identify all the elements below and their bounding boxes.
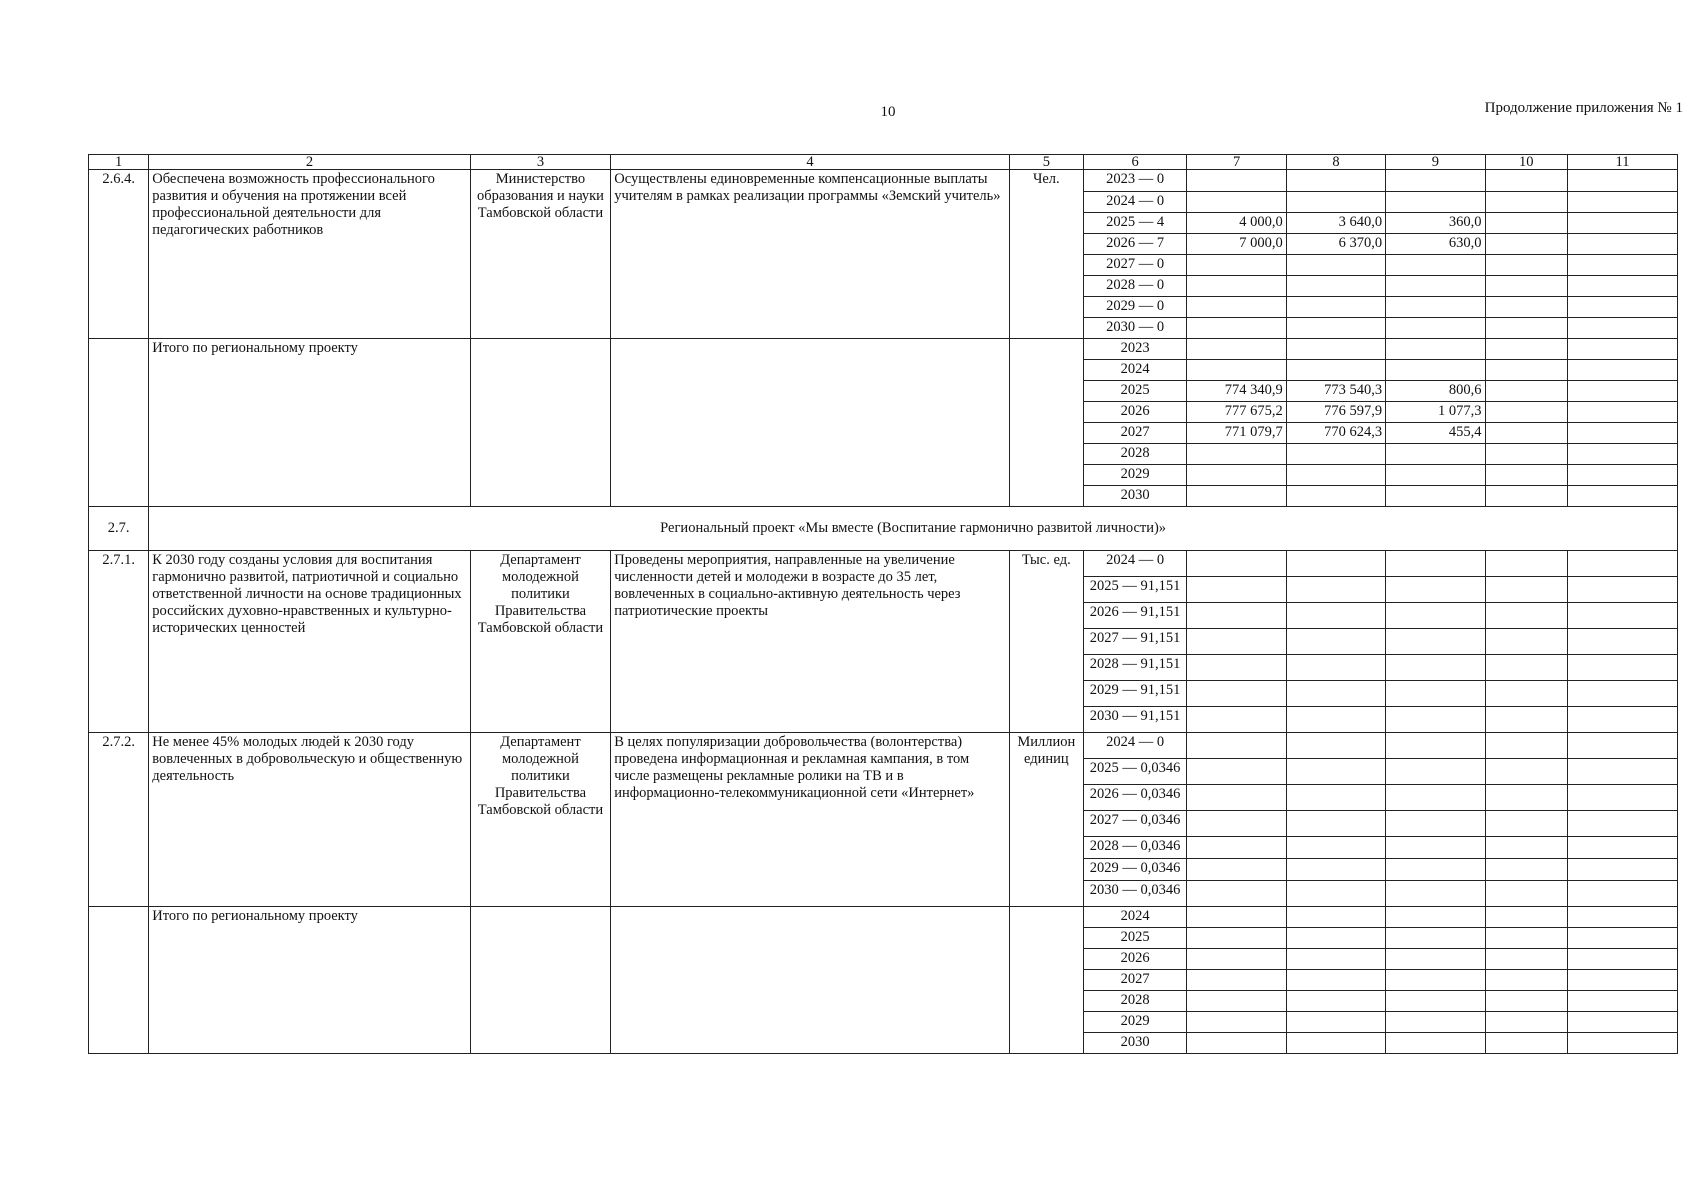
empty-cell	[1386, 759, 1485, 785]
empty-cell	[1567, 255, 1677, 276]
empty-cell	[1567, 170, 1677, 192]
year-value: 2024	[1083, 907, 1187, 928]
empty-cell	[1286, 759, 1385, 785]
empty-cell	[1286, 551, 1385, 577]
total-label: Итого по региональному проекту	[149, 339, 470, 507]
year-value: 2027	[1083, 970, 1187, 991]
empty-cell	[1386, 707, 1485, 733]
year-value: 2026 — 91,151	[1083, 603, 1187, 629]
empty-cell	[1009, 907, 1083, 1054]
empty-cell	[1187, 907, 1286, 928]
year-value: 2027 — 0,0346	[1083, 811, 1187, 837]
empty-cell	[1485, 444, 1567, 465]
empty-cell	[1286, 733, 1385, 759]
amount-col7: 7 000,0	[1187, 234, 1286, 255]
year-value: 2026 — 0,0346	[1083, 785, 1187, 811]
amount-col7: 4 000,0	[1187, 213, 1286, 234]
empty-cell	[1485, 213, 1567, 234]
empty-cell	[1187, 629, 1286, 655]
amount-col8	[1286, 297, 1385, 318]
appendix-continuation-note: Продолжение приложения № 1	[1484, 100, 1683, 116]
empty-cell	[1567, 907, 1677, 928]
year-value: 2024 — 0	[1083, 192, 1187, 213]
amount-col9	[1386, 276, 1485, 297]
empty-cell	[1567, 681, 1677, 707]
measure-name: Не менее 45% молодых людей к 2030 году вовлеченных в добровольческую и общественную деятельность	[149, 733, 470, 907]
year-value: 2030 — 0	[1083, 318, 1187, 339]
empty-cell	[1567, 444, 1677, 465]
amount-col7	[1187, 255, 1286, 276]
section-number: 2.7.	[89, 507, 149, 551]
amount-col7: 771 079,7	[1187, 423, 1286, 444]
empty-cell	[1485, 402, 1567, 423]
column-header: 3	[470, 155, 611, 170]
amount-col9	[1386, 297, 1485, 318]
amount-col7	[1187, 318, 1286, 339]
empty-cell	[1567, 928, 1677, 949]
amount-col9	[1386, 318, 1485, 339]
empty-cell	[1567, 859, 1677, 881]
empty-cell	[1286, 785, 1385, 811]
column-header: 10	[1485, 155, 1567, 170]
empty-cell	[1187, 655, 1286, 681]
empty-cell	[1485, 423, 1567, 444]
year-value: 2024	[1083, 360, 1187, 381]
year-value: 2023 — 0	[1083, 170, 1187, 192]
year-value: 2028 — 0	[1083, 276, 1187, 297]
empty-cell	[1567, 655, 1677, 681]
empty-cell	[1485, 837, 1567, 859]
empty-cell	[1485, 234, 1567, 255]
empty-cell	[1187, 707, 1286, 733]
empty-cell	[1567, 837, 1677, 859]
empty-cell	[1567, 276, 1677, 297]
empty-cell	[1567, 970, 1677, 991]
empty-cell	[1286, 837, 1385, 859]
empty-cell	[1567, 318, 1677, 339]
budget-table	[88, 154, 1678, 1054]
amount-col8	[1286, 318, 1385, 339]
empty-cell	[1286, 928, 1385, 949]
empty-cell	[1187, 837, 1286, 859]
empty-cell	[1567, 234, 1677, 255]
empty-cell	[1187, 551, 1286, 577]
empty-cell	[1187, 991, 1286, 1012]
empty-cell	[1485, 681, 1567, 707]
empty-cell	[1386, 733, 1485, 759]
empty-cell	[1386, 785, 1485, 811]
empty-cell	[89, 339, 149, 507]
empty-cell	[1386, 1012, 1485, 1033]
year-value: 2025	[1083, 381, 1187, 402]
amount-col7	[1187, 339, 1286, 360]
amount-col7	[1187, 297, 1286, 318]
responsible-body: Департамент молодежной политики Правительства Тамбовской области	[470, 551, 611, 733]
year-value: 2024 — 0	[1083, 733, 1187, 759]
empty-cell	[1187, 733, 1286, 759]
amount-col8	[1286, 465, 1385, 486]
empty-cell	[1485, 360, 1567, 381]
empty-cell	[1286, 655, 1385, 681]
empty-cell	[1187, 1012, 1286, 1033]
column-header: 6	[1083, 155, 1187, 170]
empty-cell	[1567, 785, 1677, 811]
empty-cell	[1567, 577, 1677, 603]
empty-cell	[1187, 785, 1286, 811]
amount-col7	[1187, 486, 1286, 507]
amount-col7	[1187, 465, 1286, 486]
year-value: 2025 — 91,151	[1083, 577, 1187, 603]
column-header: 2	[149, 155, 470, 170]
column-header: 4	[611, 155, 1010, 170]
empty-cell	[1187, 949, 1286, 970]
empty-cell	[1485, 255, 1567, 276]
empty-cell	[1386, 970, 1485, 991]
year-value: 2028	[1083, 444, 1187, 465]
empty-cell	[1567, 811, 1677, 837]
empty-cell	[1187, 1033, 1286, 1054]
empty-cell	[1567, 1012, 1677, 1033]
column-header: 1	[89, 155, 149, 170]
empty-cell	[1187, 881, 1286, 907]
amount-col9	[1386, 255, 1485, 276]
empty-cell	[1485, 928, 1567, 949]
empty-cell	[1286, 907, 1385, 928]
year-value: 2028 — 0,0346	[1083, 837, 1187, 859]
amount-col9: 455,4	[1386, 423, 1485, 444]
empty-cell	[1485, 629, 1567, 655]
year-value: 2029	[1083, 1012, 1187, 1033]
empty-cell	[1386, 603, 1485, 629]
amount-col8	[1286, 192, 1385, 213]
empty-cell	[1567, 297, 1677, 318]
amount-col9: 360,0	[1386, 213, 1485, 234]
empty-cell	[1386, 681, 1485, 707]
empty-cell	[1386, 1033, 1485, 1054]
result-description: Проведены мероприятия, направленные на увеличение численности детей и молодежи в возрасте до 35 лет, вовлеченных в социально-активную деятельность через патриотические проекты	[611, 551, 1010, 733]
empty-cell	[1286, 991, 1385, 1012]
amount-col9	[1386, 339, 1485, 360]
result-description: В целях популяризации добровольчества (волонтерства) проведена информационная и рекламная кампания, в том числе размещены рекламные ролики на ТВ и в информационно-телекоммуникационной сети «Интернет»	[611, 733, 1010, 907]
year-value: 2029 — 0	[1083, 297, 1187, 318]
empty-cell	[1187, 859, 1286, 881]
year-value: 2030 — 0,0346	[1083, 881, 1187, 907]
year-value: 2025 — 0,0346	[1083, 759, 1187, 785]
amount-col8	[1286, 170, 1385, 192]
table-row	[89, 551, 1678, 577]
empty-cell	[1485, 603, 1567, 629]
unit-of-measure: Чел.	[1009, 170, 1083, 339]
table-row	[89, 733, 1678, 759]
empty-cell	[1485, 655, 1567, 681]
empty-cell	[1485, 192, 1567, 213]
empty-cell	[1386, 629, 1485, 655]
empty-cell	[1485, 276, 1567, 297]
empty-cell	[1567, 603, 1677, 629]
empty-cell	[1485, 486, 1567, 507]
year-value: 2024 — 0	[1083, 551, 1187, 577]
empty-cell	[1485, 859, 1567, 881]
year-value: 2023	[1083, 339, 1187, 360]
empty-cell	[1485, 1012, 1567, 1033]
empty-cell	[1485, 577, 1567, 603]
amount-col7: 774 340,9	[1187, 381, 1286, 402]
unit-of-measure: Тыс. ед.	[1009, 551, 1083, 733]
empty-cell	[1567, 733, 1677, 759]
empty-cell	[1386, 577, 1485, 603]
amount-col8	[1286, 276, 1385, 297]
year-value: 2026	[1083, 949, 1187, 970]
empty-cell	[1187, 928, 1286, 949]
responsible-body: Министерство образования и науки Тамбовской области	[470, 170, 611, 339]
empty-cell	[1286, 1012, 1385, 1033]
empty-cell	[1187, 577, 1286, 603]
empty-cell	[1567, 759, 1677, 785]
empty-cell	[1386, 881, 1485, 907]
empty-cell	[1386, 949, 1485, 970]
empty-cell	[1567, 339, 1677, 360]
empty-cell	[1187, 811, 1286, 837]
empty-cell	[1286, 707, 1385, 733]
empty-cell	[1567, 381, 1677, 402]
total-label: Итого по региональному проекту	[149, 907, 470, 1054]
empty-cell	[1485, 1033, 1567, 1054]
section-title: Региональный проект «Мы вместе (Воспитание гармонично развитой личности)»	[149, 507, 1678, 551]
year-value: 2026	[1083, 402, 1187, 423]
year-value: 2025	[1083, 928, 1187, 949]
empty-cell	[1485, 465, 1567, 486]
amount-col8: 770 624,3	[1286, 423, 1385, 444]
empty-cell	[1386, 655, 1485, 681]
empty-cell	[1187, 603, 1286, 629]
empty-cell	[1567, 402, 1677, 423]
empty-cell	[1009, 339, 1083, 507]
empty-cell	[1485, 991, 1567, 1012]
empty-cell	[1485, 907, 1567, 928]
unit-of-measure: Миллион единиц	[1009, 733, 1083, 907]
year-value: 2029 — 91,151	[1083, 681, 1187, 707]
empty-cell	[1286, 881, 1385, 907]
empty-cell	[1286, 949, 1385, 970]
empty-cell	[1567, 551, 1677, 577]
empty-cell	[1485, 949, 1567, 970]
year-value: 2030	[1083, 486, 1187, 507]
empty-cell	[1567, 423, 1677, 444]
table-row	[89, 907, 1678, 928]
empty-cell	[1286, 859, 1385, 881]
empty-cell	[470, 907, 611, 1054]
year-value: 2029 — 0,0346	[1083, 859, 1187, 881]
year-value: 2030	[1083, 1033, 1187, 1054]
amount-col8	[1286, 339, 1385, 360]
empty-cell	[1567, 1033, 1677, 1054]
amount-col7	[1187, 276, 1286, 297]
empty-cell	[1567, 991, 1677, 1012]
amount-col9	[1386, 360, 1485, 381]
empty-cell	[1567, 360, 1677, 381]
empty-cell	[1485, 811, 1567, 837]
empty-cell	[1485, 881, 1567, 907]
column-header: 5	[1009, 155, 1083, 170]
empty-cell	[1386, 811, 1485, 837]
year-value: 2030 — 91,151	[1083, 707, 1187, 733]
empty-cell	[1567, 881, 1677, 907]
empty-cell	[1567, 949, 1677, 970]
amount-col8: 776 597,9	[1286, 402, 1385, 423]
page-number: 10	[880, 104, 896, 120]
amount-col9	[1386, 170, 1485, 192]
year-value: 2027 — 0	[1083, 255, 1187, 276]
result-description: Осуществлены единовременные компенсационные выплаты учителям в рамках реализации программы «Земский учитель»	[611, 170, 1010, 339]
empty-cell	[1286, 629, 1385, 655]
empty-cell	[611, 339, 1010, 507]
empty-cell	[1286, 811, 1385, 837]
empty-cell	[1485, 551, 1567, 577]
amount-col8	[1286, 255, 1385, 276]
empty-cell	[1286, 603, 1385, 629]
amount-col9: 1 077,3	[1386, 402, 1485, 423]
column-header: 7	[1187, 155, 1286, 170]
empty-cell	[1187, 681, 1286, 707]
amount-col7	[1187, 444, 1286, 465]
responsible-body: Департамент молодежной политики Правительства Тамбовской области	[470, 733, 611, 907]
empty-cell	[1485, 707, 1567, 733]
empty-cell	[1286, 577, 1385, 603]
year-value: 2028 — 91,151	[1083, 655, 1187, 681]
empty-cell	[1567, 465, 1677, 486]
year-value: 2025 — 4	[1083, 213, 1187, 234]
amount-col8	[1286, 444, 1385, 465]
amount-col8: 6 370,0	[1286, 234, 1385, 255]
table-row	[89, 339, 1678, 360]
empty-cell	[470, 339, 611, 507]
empty-cell	[1485, 297, 1567, 318]
amount-col9: 630,0	[1386, 234, 1485, 255]
section-row	[89, 507, 1678, 551]
empty-cell	[1485, 170, 1567, 192]
empty-cell	[1386, 837, 1485, 859]
row-number: 2.7.2.	[89, 733, 149, 907]
empty-cell	[1485, 759, 1567, 785]
year-value: 2026 — 7	[1083, 234, 1187, 255]
column-number-row	[89, 155, 1678, 170]
amount-col8	[1286, 486, 1385, 507]
row-number: 2.6.4.	[89, 170, 149, 339]
empty-cell	[89, 907, 149, 1054]
amount-col7: 777 675,2	[1187, 402, 1286, 423]
empty-cell	[1567, 486, 1677, 507]
empty-cell	[1386, 928, 1485, 949]
empty-cell	[611, 907, 1010, 1054]
amount-col9	[1386, 444, 1485, 465]
year-value: 2027	[1083, 423, 1187, 444]
amount-col9	[1386, 465, 1485, 486]
empty-cell	[1485, 970, 1567, 991]
empty-cell	[1485, 339, 1567, 360]
table-row	[89, 170, 1678, 192]
amount-col8: 773 540,3	[1286, 381, 1385, 402]
year-value: 2028	[1083, 991, 1187, 1012]
amount-col9	[1386, 486, 1485, 507]
amount-col7	[1187, 360, 1286, 381]
measure-name: К 2030 году созданы условия для воспитания гармонично развитой, патриотичной и социально ответственной личности на основе традиционных российских духовно-нравственных и культурно-исторических ценностей	[149, 551, 470, 733]
amount-col7	[1187, 192, 1286, 213]
empty-cell	[1485, 733, 1567, 759]
amount-col8: 3 640,0	[1286, 213, 1385, 234]
empty-cell	[1386, 991, 1485, 1012]
empty-cell	[1567, 213, 1677, 234]
column-header: 8	[1286, 155, 1385, 170]
empty-cell	[1187, 759, 1286, 785]
empty-cell	[1286, 970, 1385, 991]
empty-cell	[1187, 970, 1286, 991]
empty-cell	[1567, 192, 1677, 213]
empty-cell	[1286, 1033, 1385, 1054]
measure-name: Обеспечена возможность профессионального развития и обучения на протяжении всей профессиональной деятельности для педагогических работников	[149, 170, 470, 339]
empty-cell	[1386, 859, 1485, 881]
empty-cell	[1567, 629, 1677, 655]
empty-cell	[1485, 785, 1567, 811]
column-header: 11	[1567, 155, 1677, 170]
year-value: 2029	[1083, 465, 1187, 486]
empty-cell	[1485, 381, 1567, 402]
empty-cell	[1567, 707, 1677, 733]
amount-col8	[1286, 360, 1385, 381]
empty-cell	[1386, 551, 1485, 577]
empty-cell	[1485, 318, 1567, 339]
amount-col9: 800,6	[1386, 381, 1485, 402]
column-header: 9	[1386, 155, 1485, 170]
amount-col7	[1187, 170, 1286, 192]
row-number: 2.7.1.	[89, 551, 149, 733]
empty-cell	[1286, 681, 1385, 707]
year-value: 2027 — 91,151	[1083, 629, 1187, 655]
amount-col9	[1386, 192, 1485, 213]
empty-cell	[1386, 907, 1485, 928]
